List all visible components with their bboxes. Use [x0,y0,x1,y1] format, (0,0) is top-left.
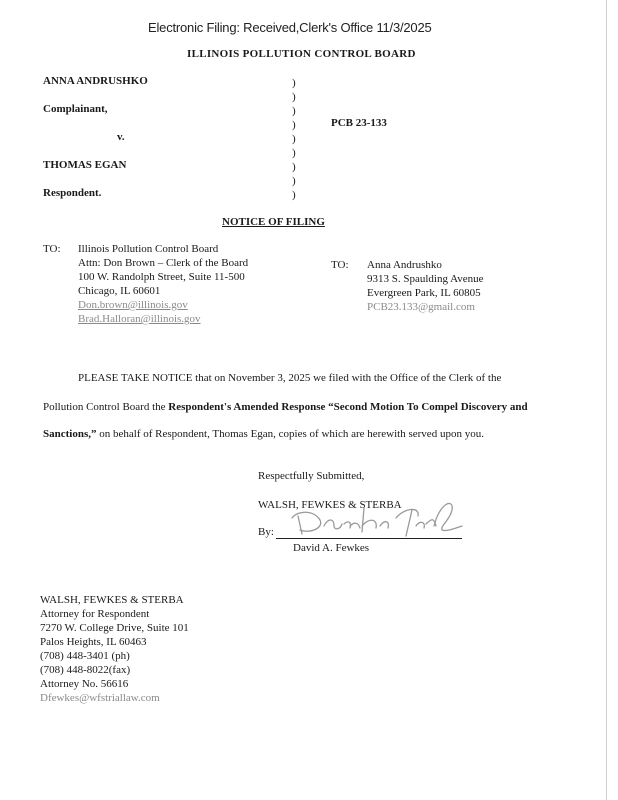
footer-address1: 7270 W. College Drive, Suite 101 [40,622,189,634]
footer-fax: (708) 448-8022(fax) [40,664,131,676]
recipient-right-line2: 9313 S. Spaulding Avenue [367,273,484,285]
footer-phone: (708) 448-3401 (ph) [40,650,130,662]
body-line3-bold: Sanctions,” [43,428,97,440]
body-line2-bold: Respondent's Amended Response “Second Motion To Compel Discovery and [168,401,528,413]
recipient-left-line2: Attn: Don Brown – Clerk of the Board [78,257,249,269]
recipient-left-line3: 100 W. Randolph Street, Suite 11-500 [78,271,245,283]
signer-name: David A. Fewkes [293,542,370,554]
case-number: PCB 23-133 [331,117,387,129]
body-line3 [43,428,484,440]
recipient-right-line1: Anna Andrushko [367,259,442,271]
recipient-left-line4: Chicago, IL 60601 [78,285,161,297]
body-line2 [43,401,528,413]
footer-role: Attorney for Respondent [40,608,150,620]
by-label: By: [258,526,274,538]
body-line3-plain: on behalf of Respondent, Thomas Egan, copies of which are herewith served upon you. [96,428,484,440]
recipient-left-line1: Illinois Pollution Control Board [78,243,219,255]
complainant-name: ANNA ANDRUSHKO [43,75,148,87]
body-line1: PLEASE TAKE NOTICE that on November 3, 2025 we filed with the Office of the Clerk of the [78,372,502,384]
respondent-label: Respondent. [43,187,102,199]
page-edge-divider [606,0,607,800]
recipient-left-email1[interactable]: Don.brown@illinois.gov [78,299,188,311]
recipient-right-email[interactable]: PCB23.133@gmail.com [367,301,475,313]
caption-paren-column: ) ) ) ) ) ) ) ) ) [292,77,296,201]
body-line2-plain: Pollution Control Board the [43,401,169,413]
complainant-label: Complainant, [43,103,108,115]
signature-line [276,538,462,539]
to-label-left: TO: [43,243,61,255]
notice-title: NOTICE OF FILING [222,216,325,228]
recipient-left-email2[interactable]: Brad.Halloran@illinois.gov [78,313,201,325]
filing-stamp: Electronic Filing: Received,Clerk's Office 11/3/2025 [148,20,432,35]
signature-firm: WALSH, FEWKES & STERBA [258,499,402,511]
to-label-right: TO: [331,259,349,271]
respondent-name: THOMAS EGAN [43,159,127,171]
board-title: ILLINOIS POLLUTION CONTROL BOARD [187,48,416,60]
recipient-right-line3: Evergreen Park, IL 60805 [367,287,481,299]
footer-email[interactable]: Dfewkes@wfstriallaw.com [40,692,160,704]
footer-attorney-no: Attorney No. 56616 [40,678,129,690]
versus-label: v. [117,131,125,143]
closing: Respectfully Submitted, [258,470,365,482]
footer-firm: WALSH, FEWKES & STERBA [40,594,184,606]
handwritten-signature [284,496,468,538]
footer-address2: Palos Heights, IL 60463 [40,636,147,648]
